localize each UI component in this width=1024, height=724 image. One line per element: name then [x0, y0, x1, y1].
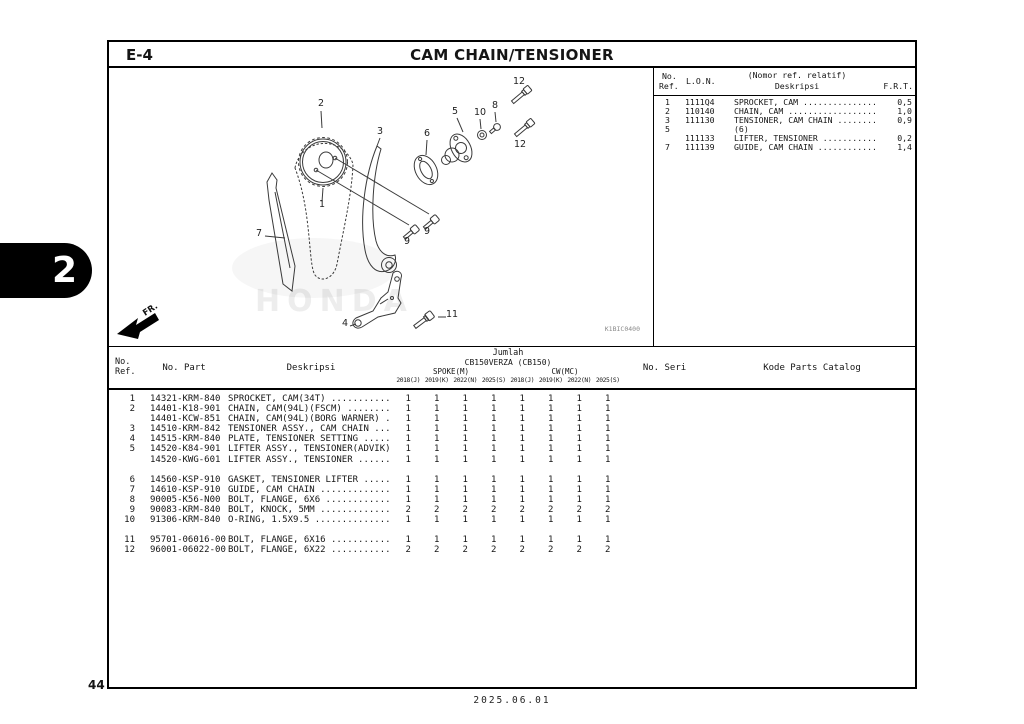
spoke-label: SPOKE(M) — [432, 367, 470, 376]
sealing-bolt-drawing — [488, 122, 501, 135]
callout-4: 4 — [341, 318, 349, 329]
callout-2: 2 — [317, 98, 325, 109]
figure-code: K1BIC0400 — [604, 325, 640, 333]
kode-value — [707, 505, 917, 515]
year-column-label: 2019(K) — [538, 377, 563, 384]
quantity-value: 1 — [462, 434, 468, 445]
header-underline — [653, 95, 917, 96]
quantity-value: 1 — [405, 484, 411, 495]
quantity-value: 2 — [548, 504, 554, 515]
part-number: 14520-K84-901 — [150, 444, 221, 455]
part-number: 91306-KRM-840 — [150, 515, 221, 526]
variant-labels — [394, 367, 622, 376]
quantity-value: 1 — [605, 454, 611, 465]
quantity-value: 1 — [605, 484, 611, 495]
quantity-value: 1 — [519, 414, 525, 425]
part-description: BOLT, FLANGE, 6X22 ........... — [228, 545, 391, 556]
col-lon-label: L.O.N. — [686, 76, 716, 86]
col-no-part-label: No. Part — [162, 362, 206, 373]
fr-label: FR. — [141, 301, 160, 319]
kode-value — [707, 404, 917, 414]
callout-12: 12 — [512, 76, 526, 87]
col-deskripsi-label: Deskripsi — [774, 81, 820, 91]
part-description: CHAIN, CAM(94L)(FSCM) ........ — [228, 404, 391, 415]
quantity-value: 1 — [576, 484, 582, 495]
parts-table-row — [107, 414, 917, 424]
quantity-value: 1 — [605, 515, 611, 526]
page-title: CAM CHAIN/TENSIONER — [410, 46, 614, 64]
quantity-value: 2 — [519, 504, 525, 515]
ref-no: 7 — [129, 484, 135, 495]
quantity-value: 1 — [405, 424, 411, 435]
callout-7: 7 — [255, 228, 263, 239]
frt-value: 0,5 — [897, 97, 912, 107]
parts-table-row — [107, 404, 917, 414]
part-number: 14560-KSP-910 — [150, 474, 221, 485]
part-description: O-RING, 1.5X9.5 .............. — [228, 515, 391, 526]
no-seri-value — [622, 434, 707, 444]
quantity-value: 1 — [548, 404, 554, 415]
parts-table-row — [107, 495, 917, 505]
ref-no: 2 — [129, 404, 135, 415]
quantity-value: 1 — [405, 454, 411, 465]
year-column-label: 2018(J) — [510, 377, 535, 384]
kode-value — [707, 434, 917, 444]
quantity-value: 1 — [405, 404, 411, 415]
quantity-value: 1 — [576, 535, 582, 546]
section-tab — [0, 243, 92, 298]
part-number: 14610-KSP-910 — [150, 484, 221, 495]
quantity-value: 1 — [405, 515, 411, 526]
quantity-value: 1 — [462, 535, 468, 546]
part-number: 90005-K56-N00 — [150, 494, 221, 505]
quantity-value: 2 — [548, 545, 554, 556]
ref-no: 1 — [129, 394, 135, 404]
page-number: 44 — [88, 678, 105, 692]
lon-table-row — [656, 143, 914, 152]
quantity-value: 2 — [462, 504, 468, 515]
quantity-value: 1 — [491, 484, 497, 495]
no-seri-value — [622, 505, 707, 515]
quantity-value: 1 — [462, 474, 468, 485]
no-seri-value — [622, 424, 707, 434]
quantity-value: 1 — [548, 515, 554, 526]
part-description: GUIDE, CAM CHAIN ............ — [734, 143, 877, 152]
no-seri-value — [622, 545, 707, 555]
col-ref-label: Ref. — [659, 81, 679, 91]
parts-table-row — [107, 545, 917, 555]
o-ring-drawing — [478, 131, 487, 140]
year-column-label: 2018(J) — [396, 377, 421, 384]
quantity-value: 1 — [519, 535, 525, 546]
part-description: TENSIONER, CAM CHAIN ........ — [734, 116, 877, 125]
quantity-value: 2 — [576, 545, 582, 556]
callout-11: 11 — [445, 309, 459, 320]
quantity-value: 1 — [462, 424, 468, 435]
no-seri-value — [622, 394, 707, 404]
quantity-value: 1 — [434, 444, 440, 455]
quantity-value: 2 — [491, 504, 497, 515]
lon-code: 111133 — [685, 133, 715, 143]
quantity-value: 1 — [519, 454, 525, 465]
lon-code: 1111Q4 — [685, 97, 715, 107]
parts-table-row — [107, 535, 917, 545]
quantity-value: 1 — [434, 414, 440, 425]
flange-bolt-11 — [412, 310, 434, 330]
parts-row-group — [107, 475, 917, 525]
part-number: 14515-KRM-840 — [150, 434, 221, 445]
quantity-value: 1 — [519, 394, 525, 404]
kode-value — [707, 414, 917, 424]
ref-no: 5 — [665, 124, 670, 134]
part-number: 96001-06022-00 — [150, 545, 226, 556]
quantity-value: 1 — [576, 494, 582, 505]
quantity-value: 1 — [491, 404, 497, 415]
ref-no: 5 — [129, 444, 135, 455]
part-description: LIFTER ASSY., TENSIONER ...... — [228, 454, 391, 465]
part-description: CHAIN, CAM .................. — [734, 107, 877, 116]
year-column-labels — [394, 376, 622, 385]
part-description: PLATE, TENSIONER SETTING ..... — [228, 434, 391, 445]
year-column-label: 2019(K) — [424, 377, 449, 384]
quantity-value: 1 — [491, 515, 497, 526]
footer-date: 2025.06.01 — [473, 695, 551, 706]
year-column-label: 2025(S) — [595, 377, 620, 384]
quantity-value: 1 — [434, 515, 440, 526]
quantity-value: 2 — [462, 545, 468, 556]
parts-table-row — [107, 434, 917, 444]
ref-no: 2 — [665, 106, 670, 116]
part-number: 14520-KWG-601 — [150, 454, 221, 465]
quantity-value: 2 — [491, 545, 497, 556]
quantity-value: 1 — [462, 454, 468, 465]
callout-3: 3 — [376, 126, 384, 137]
part-number: 95701-06016-00 — [150, 535, 226, 546]
lon-code: 110140 — [685, 106, 715, 116]
callout-8: 8 — [491, 100, 499, 111]
section-tab-number: 2 — [51, 250, 77, 291]
col-no-seri-label: No. Seri — [642, 362, 687, 373]
parts-table-row — [107, 515, 917, 525]
quantity-value: 1 — [519, 494, 525, 505]
frt-value: 0,9 — [897, 115, 912, 125]
ref-no: 6 — [129, 474, 135, 485]
ref-no: 7 — [665, 142, 670, 152]
quantity-value: 1 — [405, 494, 411, 505]
quantity-value: 1 — [491, 424, 497, 435]
quantity-value: 2 — [434, 504, 440, 515]
parts-table-row — [107, 485, 917, 495]
quantity-value: 1 — [576, 394, 582, 404]
part-description: BOLT, KNOCK, 5MM ............. — [228, 504, 391, 515]
kode-value — [707, 424, 917, 434]
gasket-drawing — [409, 151, 442, 188]
quantity-value: 1 — [434, 424, 440, 435]
year-column-label: 2022(N) — [453, 377, 478, 384]
quantity-value: 1 — [548, 454, 554, 465]
quantity-value: 1 — [491, 434, 497, 445]
part-description: TENSIONER ASSY., CAM CHAIN ... — [228, 424, 391, 435]
quantity-value: 1 — [548, 434, 554, 445]
ref-no — [107, 455, 140, 465]
no-seri-value — [622, 455, 707, 465]
ref-no: 11 — [124, 535, 135, 546]
col-jumlah-block — [394, 347, 622, 388]
title-bar — [107, 40, 917, 68]
quantity-value: 1 — [548, 394, 554, 404]
ref-no: 8 — [129, 494, 135, 505]
callout-6: 6 — [423, 128, 431, 139]
kode-value — [707, 485, 917, 495]
lon-table-header — [653, 68, 917, 95]
quantity-value: 1 — [519, 424, 525, 435]
frt-value: 1,4 — [897, 142, 912, 152]
kode-value — [707, 495, 917, 505]
quantity-value: 1 — [462, 484, 468, 495]
no-seri-value — [622, 495, 707, 505]
quantity-value: 1 — [605, 424, 611, 435]
quantity-value: 1 — [519, 444, 525, 455]
quantity-value: 1 — [576, 515, 582, 526]
quantity-value: 1 — [605, 474, 611, 485]
no-seri-value — [622, 404, 707, 414]
kode-value — [707, 545, 917, 555]
no-seri-value — [622, 475, 707, 485]
quantity-value: 1 — [548, 414, 554, 425]
part-number: 14401-K18-901 — [150, 404, 221, 415]
kode-value — [707, 535, 917, 545]
part-description: LIFTER, TENSIONER ........... — [734, 134, 877, 143]
quantity-value: 1 — [434, 394, 440, 404]
kode-value — [707, 475, 917, 485]
quantity-value: 1 — [434, 484, 440, 495]
quantity-value: 2 — [605, 545, 611, 556]
col-no-ref-label: No. Ref. — [115, 357, 136, 377]
ref-no: 4 — [129, 434, 135, 445]
lon-table-rows — [656, 98, 914, 152]
lon-reference-table — [653, 68, 917, 347]
quantity-value: 2 — [434, 545, 440, 556]
section-code: E-4 — [126, 46, 153, 64]
quantity-value: 1 — [548, 494, 554, 505]
quantity-value: 1 — [434, 434, 440, 445]
quantity-value: 1 — [548, 424, 554, 435]
ref-no: 3 — [129, 424, 135, 435]
callout-10: 10 — [473, 107, 487, 118]
quantity-value: 1 — [434, 535, 440, 546]
exploded-parts-diagram — [109, 70, 651, 345]
parts-table-row — [107, 475, 917, 485]
callout-9: 9 — [423, 226, 431, 237]
no-seri-value — [622, 535, 707, 545]
sprocket-hub-hole — [319, 152, 333, 168]
callout-1: 1 — [318, 199, 326, 210]
quantity-value: 1 — [462, 494, 468, 505]
cam-sprocket-teeth — [299, 138, 348, 187]
quantity-value: 1 — [491, 535, 497, 546]
col-nomor-label: (Nomor ref. relatif) — [747, 70, 847, 80]
quantity-value: 1 — [605, 535, 611, 546]
quantity-value: 1 — [605, 494, 611, 505]
quantity-value: 1 — [576, 404, 582, 415]
quantity-value: 1 — [576, 454, 582, 465]
year-column-label: 2025(S) — [481, 377, 506, 384]
quantity-value: 1 — [491, 444, 497, 455]
ref-no: 3 — [665, 115, 670, 125]
quantity-value: 1 — [462, 394, 468, 404]
quantity-value: 1 — [434, 474, 440, 485]
part-description: SPROCKET, CAM ............... — [734, 98, 877, 107]
honda-watermark: HONDA — [255, 284, 414, 319]
callout-9: 9 — [403, 236, 411, 247]
no-seri-value — [622, 444, 707, 454]
quantity-value: 1 — [519, 484, 525, 495]
kode-value — [707, 394, 917, 404]
col-no-label: No. — [662, 71, 677, 81]
part-description: (6) — [734, 125, 749, 134]
quantity-value: 2 — [605, 504, 611, 515]
fr-direction-arrow — [117, 302, 160, 339]
quantity-value: 1 — [548, 444, 554, 455]
quantity-value: 1 — [491, 394, 497, 404]
quantity-value: 1 — [491, 494, 497, 505]
cam-sprocket-face — [300, 139, 346, 185]
cw-label: CW(MC) — [551, 367, 579, 376]
parts-table-row — [107, 424, 917, 434]
part-description: LIFTER ASSY., TENSIONER(ADVIK) — [228, 444, 391, 455]
parts-table-row — [107, 455, 917, 465]
quantity-value: 1 — [548, 535, 554, 546]
part-description: BOLT, FLANGE, 6X6 ............ — [228, 494, 391, 505]
quantity-value: 1 — [491, 454, 497, 465]
parts-table-header — [107, 347, 917, 390]
parts-table-row — [107, 394, 917, 404]
quantity-value: 1 — [462, 404, 468, 415]
quantity-value: 1 — [434, 404, 440, 415]
quantity-value: 1 — [519, 404, 525, 415]
quantity-value: 1 — [519, 474, 525, 485]
quantity-value: 2 — [405, 504, 411, 515]
no-seri-value — [622, 485, 707, 495]
part-number: 14321-KRM-840 — [150, 394, 221, 404]
part-description: CHAIN, CAM(94L)(BORG WARNER) . — [228, 414, 391, 425]
part-description: SPROCKET, CAM(34T) ........... — [228, 394, 391, 404]
parts-row-group — [107, 535, 917, 555]
quantity-value: 2 — [576, 504, 582, 515]
ref-no: 9 — [129, 504, 135, 515]
no-seri-value — [622, 515, 707, 525]
parts-table-row — [107, 505, 917, 515]
quantity-value: 1 — [605, 394, 611, 404]
quantity-value: 1 — [462, 515, 468, 526]
quantity-value: 1 — [405, 394, 411, 404]
quantity-value: 1 — [405, 535, 411, 546]
part-number: 14510-KRM-842 — [150, 424, 221, 435]
part-description: BOLT, FLANGE, 6X16 ........... — [228, 535, 391, 546]
jumlah-label: Jumlah — [492, 348, 524, 358]
no-seri-value — [622, 414, 707, 424]
quantity-value: 1 — [548, 474, 554, 485]
model-label: CB150VERZA (CB150) — [464, 358, 552, 367]
ref-no: 10 — [124, 515, 135, 526]
quantity-value: 1 — [405, 474, 411, 485]
part-description: GASKET, TENSIONER LIFTER ..... — [228, 474, 391, 485]
ref-no — [107, 414, 140, 424]
watermark-group — [232, 238, 414, 319]
part-number: 90083-KRM-840 — [150, 504, 221, 515]
parts-table-body — [107, 394, 917, 565]
quantity-value: 1 — [576, 444, 582, 455]
parts-row-group — [107, 394, 917, 465]
col-kode-label: Kode Parts Catalog — [763, 362, 861, 373]
quantity-value: 1 — [434, 494, 440, 505]
kode-value — [707, 515, 917, 525]
quantity-value: 1 — [462, 414, 468, 425]
ref-no: 12 — [124, 545, 135, 556]
quantity-value: 1 — [576, 434, 582, 445]
lon-table-row — [656, 116, 914, 125]
lon-code: 111139 — [685, 142, 715, 152]
quantity-value: 1 — [605, 414, 611, 425]
quantity-value: 1 — [491, 474, 497, 485]
quantity-value: 1 — [405, 434, 411, 445]
kode-value — [707, 444, 917, 454]
quantity-value: 1 — [519, 515, 525, 526]
flange-bolt-12b — [513, 118, 535, 138]
lon-code: 111130 — [685, 115, 715, 125]
quantity-value: 1 — [434, 454, 440, 465]
quantity-value: 1 — [548, 484, 554, 495]
quantity-value: 1 — [405, 414, 411, 425]
part-number: 14401-KCW-851 — [150, 414, 221, 425]
year-column-label: 2022(N) — [567, 377, 592, 384]
col-frt-label: F.R.T. — [883, 81, 913, 91]
quantity-value: 1 — [576, 424, 582, 435]
frt-value: 0,2 — [897, 133, 912, 143]
quantity-value: 1 — [576, 474, 582, 485]
callout-12: 12 — [513, 139, 527, 150]
parts-table-row — [107, 444, 917, 454]
quantity-value: 1 — [519, 434, 525, 445]
quantity-value: 2 — [519, 545, 525, 556]
quantity-value: 1 — [462, 444, 468, 455]
part-description: GUIDE, CAM CHAIN ............. — [228, 484, 391, 495]
col-deskripsi-label: Deskripsi — [286, 362, 336, 373]
quantity-value: 1 — [405, 444, 411, 455]
quantity-value: 1 — [605, 404, 611, 415]
quantity-value: 1 — [491, 414, 497, 425]
frt-value: 1,0 — [897, 106, 912, 116]
ref-no: 1 — [665, 97, 670, 107]
flange-bolt-12a — [510, 85, 532, 105]
quantity-value: 1 — [605, 434, 611, 445]
quantity-value: 1 — [605, 444, 611, 455]
callout-5: 5 — [451, 106, 459, 117]
quantity-value: 2 — [405, 545, 411, 556]
kode-value — [707, 455, 917, 465]
quantity-value: 1 — [576, 414, 582, 425]
